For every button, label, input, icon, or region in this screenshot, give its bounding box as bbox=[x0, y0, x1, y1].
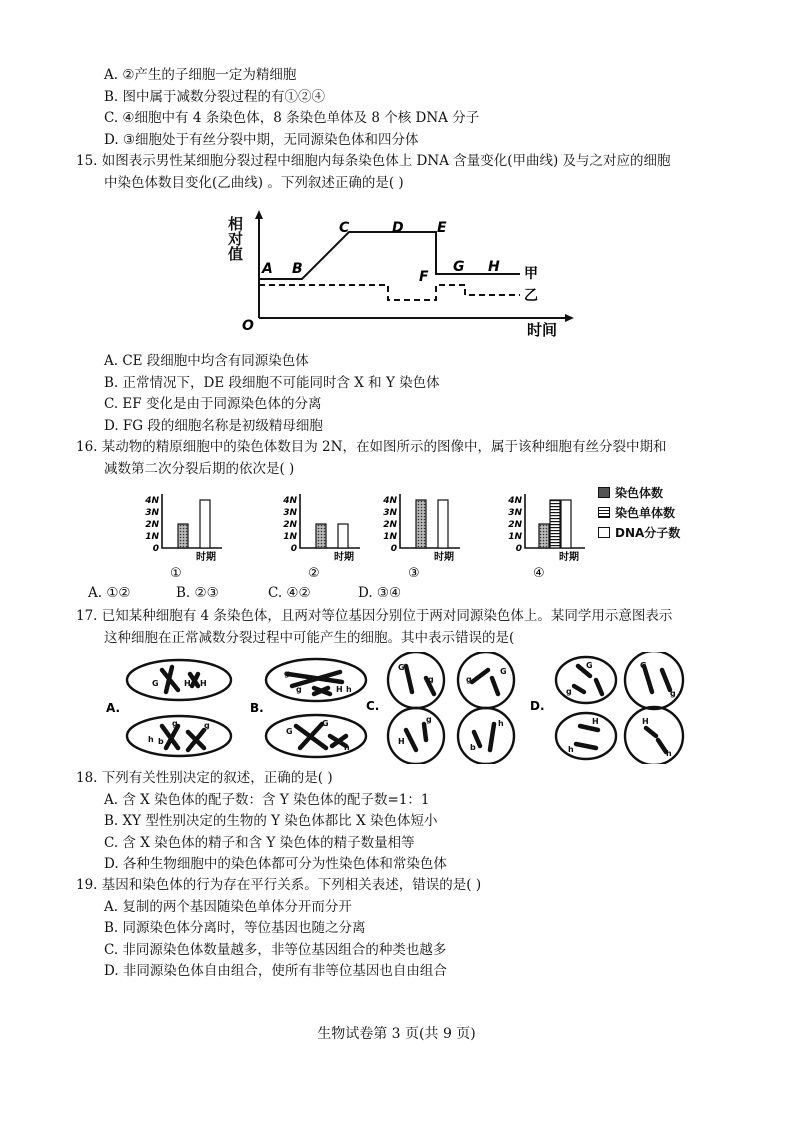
q16-xlabel: 时期 bbox=[334, 552, 354, 563]
q16-chart-2 bbox=[272, 488, 382, 583]
q16-ytick: 2N bbox=[383, 520, 397, 530]
svg-text:g: g bbox=[204, 721, 210, 730]
q15-point-d: D bbox=[392, 220, 404, 236]
q14-option-b: B. 图中属于减数分裂过程的有①②④ bbox=[104, 89, 326, 105]
svg-text:g: g bbox=[466, 675, 472, 684]
legend-chromosome: 染色体数 bbox=[598, 483, 680, 503]
q17-a-cell-top bbox=[127, 660, 231, 700]
svg-text:g: g bbox=[172, 719, 178, 728]
svg-text:H: H bbox=[592, 717, 599, 726]
q16-ytick: 1N bbox=[383, 532, 397, 542]
svg-text:H: H bbox=[398, 737, 405, 746]
q16-axes bbox=[400, 494, 460, 548]
svg-text:g: g bbox=[670, 689, 676, 698]
svg-text:g: g bbox=[426, 715, 432, 724]
q16-axes bbox=[162, 494, 222, 548]
q16-ytick: 1N bbox=[283, 532, 297, 542]
q16-bar bbox=[338, 524, 348, 548]
q16-bar bbox=[539, 524, 549, 548]
q15-option-d: D. FG 段的细胞名称是初级精母细胞 bbox=[104, 418, 323, 434]
q16-panel-label: ③ bbox=[408, 566, 420, 581]
q16-xlabel: 时期 bbox=[434, 552, 454, 563]
q15-point-a: A bbox=[262, 261, 273, 277]
svg-text:b: b bbox=[470, 743, 476, 752]
legend-dna: DNA分子数 bbox=[598, 523, 680, 543]
q19-option-b: B. 同源染色体分离时，等位基因也随之分离 bbox=[104, 920, 366, 936]
svg-text:G: G bbox=[586, 661, 593, 670]
q17-label-b: B. bbox=[250, 701, 264, 715]
q16-bar bbox=[438, 500, 448, 548]
q15-dna-chromosome-graph bbox=[222, 208, 582, 343]
q16-ytick: 3N bbox=[383, 508, 397, 518]
q16-bar bbox=[416, 500, 426, 548]
q16-bar bbox=[178, 524, 188, 548]
q16-ytick: 0 bbox=[390, 544, 397, 554]
legend-chromatid: 染色单体数 bbox=[598, 503, 680, 523]
q16-panel-label: ① bbox=[170, 566, 182, 581]
q17-c-cell-3 bbox=[388, 708, 444, 764]
q17-b-cell-bottom bbox=[266, 715, 366, 757]
q19-option-c: C. 非同源染色体数量越多，非等位基因组合的种类也越多 bbox=[104, 942, 447, 958]
q15-curve-yi bbox=[259, 285, 520, 300]
q15-option-c: C. EF 变化是由于同源染色体的分离 bbox=[104, 396, 322, 412]
svg-text:G: G bbox=[286, 727, 293, 736]
q16-ytick: 3N bbox=[283, 508, 297, 518]
q16-stem-line1: 16. 某动物的精原细胞中的染色体数目为 2N，在如图所示的图像中，属于该种细胞有丝分裂中期和 bbox=[76, 439, 667, 455]
q17-d-cell-3 bbox=[556, 713, 616, 759]
q16-option-b: B. ②③ bbox=[176, 585, 219, 601]
q14-option-c: C. ④细胞中有 4 条染色体，8 条染色单体及 8 个核 DNA 分子 bbox=[104, 110, 480, 126]
q14-option-d: D. ③细胞处于有丝分裂中期，无同源染色体和四分体 bbox=[104, 132, 419, 148]
svg-text:H: H bbox=[184, 679, 191, 688]
q15-point-g: G bbox=[453, 259, 465, 275]
svg-text:g: g bbox=[428, 675, 434, 684]
q15-origin: O bbox=[242, 318, 254, 334]
page-footer: 生物试卷第 3 页(共 9 页) bbox=[317, 1026, 476, 1042]
q15-point-c: C bbox=[339, 220, 350, 236]
q16-ytick: 3N bbox=[145, 508, 159, 518]
q17-stem-line1: 17. 已知某种细胞有 4 条染色体，且两对等位基因分别位于两对同源染色体上。某同学用示意图表示 bbox=[76, 608, 673, 624]
q16-bar bbox=[200, 500, 210, 548]
q16-ytick: 0 bbox=[515, 544, 522, 554]
q19-stem: 19. 基因和染色体的行为存在平行关系。下列相关表述，错误的是( ) bbox=[76, 877, 482, 893]
q17-label-a: A. bbox=[106, 701, 121, 715]
q18-stem: 18. 下列有关性别决定的叙述，正确的是( ) bbox=[76, 770, 333, 786]
q16-option-d: D. ③④ bbox=[358, 585, 402, 601]
q15-option-a: A. CE 段细胞中均含有同源染色体 bbox=[104, 353, 309, 369]
q15-ylabel-vertical: 相对值 bbox=[226, 216, 244, 261]
svg-text:h: h bbox=[568, 745, 574, 754]
svg-text:G: G bbox=[640, 661, 647, 670]
q17-stem-line2: 这种细胞在正常减数分裂过程中可能产生的细胞。其中表示错误的是( bbox=[104, 630, 515, 646]
svg-text:H: H bbox=[200, 679, 207, 688]
q16-ytick: 1N bbox=[508, 532, 522, 542]
q16-ytick: 3N bbox=[508, 508, 522, 518]
q16-axes bbox=[300, 494, 360, 548]
q16-ytick: 1N bbox=[145, 532, 159, 542]
svg-text:g: g bbox=[296, 685, 302, 694]
q15-point-f: F bbox=[419, 269, 429, 285]
svg-text:H: H bbox=[642, 717, 649, 726]
svg-text:g: g bbox=[566, 687, 572, 696]
svg-text:h: h bbox=[666, 749, 672, 758]
q16-option-c: C. ④② bbox=[268, 585, 311, 601]
svg-text:b: b bbox=[158, 737, 164, 746]
q16-ytick: 2N bbox=[145, 520, 159, 530]
q16-ytick: 4N bbox=[383, 496, 397, 506]
q16-ytick: 4N bbox=[508, 496, 522, 506]
q15-point-b: B bbox=[292, 261, 303, 277]
q16-legend bbox=[598, 483, 680, 543]
q15-legend-jia: 甲 bbox=[524, 266, 538, 282]
q16-chart-1 bbox=[134, 488, 244, 583]
svg-text:G: G bbox=[500, 667, 507, 676]
q15-legend-yi: 乙 bbox=[524, 288, 538, 304]
q18-option-d: D. 各种生物细胞中的染色体都可分为性染色体和常染色体 bbox=[104, 856, 447, 872]
q17-c-cell-1 bbox=[388, 652, 444, 708]
q15-point-h: H bbox=[488, 259, 500, 275]
svg-text:h: h bbox=[344, 743, 350, 752]
q15-option-b: B. 正常情况下，DE 段细胞不可能同时含 X 和 Y 染色体 bbox=[104, 375, 440, 391]
svg-text:H: H bbox=[336, 685, 343, 694]
q17-d-cell-2 bbox=[625, 652, 683, 709]
q17-c-cell-4 bbox=[458, 708, 514, 764]
q16-stem-line2: 减数第二次分裂后期的依次是( ) bbox=[104, 461, 295, 477]
q16-ytick: 4N bbox=[283, 496, 297, 506]
q16-xlabel: 时期 bbox=[559, 552, 579, 563]
q16-chart-3 bbox=[372, 488, 482, 583]
q18-option-c: C. 含 X 染色体的精子和含 Y 染色体的精子数量相等 bbox=[104, 835, 415, 851]
q16-bar bbox=[550, 500, 560, 548]
svg-text:h: h bbox=[498, 719, 504, 728]
svg-text:h: h bbox=[148, 735, 154, 744]
q14-option-a: A. ②产生的子细胞一定为精细胞 bbox=[104, 67, 297, 83]
svg-text:G: G bbox=[152, 679, 159, 688]
q17-cell-diagrams bbox=[100, 652, 700, 764]
svg-text:G: G bbox=[322, 719, 329, 728]
q16-xlabel: 时期 bbox=[196, 552, 216, 563]
svg-text:h: h bbox=[192, 679, 198, 688]
q17-label-c: C. bbox=[366, 699, 380, 713]
q19-option-a: A. 复制的两个基因随染色单体分开而分开 bbox=[104, 899, 352, 915]
q15-stem-line1: 15. 如图表示男性某细胞分裂过程中细胞内每条染色体上 DNA 含量变化(甲曲线) 及与之对应的细胞 bbox=[76, 153, 671, 169]
q15-stem-line2: 中染色体数目变化(乙曲线) 。下列叙述正确的是( ) bbox=[104, 175, 404, 191]
q16-ytick: 2N bbox=[283, 520, 297, 530]
q18-option-a: A. 含 X 染色体的配子数：含 Y 染色体的配子数=1：1 bbox=[104, 792, 430, 808]
q15-point-e: E bbox=[437, 220, 447, 236]
q16-ytick: 0 bbox=[290, 544, 297, 554]
q18-option-b: B. XY 型性别决定的生物的 Y 染色体都比 X 染色体短小 bbox=[104, 813, 438, 829]
q16-panel-label: ② bbox=[308, 566, 320, 581]
q16-ytick: 0 bbox=[152, 544, 159, 554]
q16-option-a: A. ①② bbox=[88, 585, 131, 601]
q15-xlabel: 时间 bbox=[527, 321, 558, 339]
svg-text:h: h bbox=[346, 685, 352, 694]
svg-text:G: G bbox=[398, 663, 405, 672]
q19-option-d: D. 非同源染色体自由组合，使所有非等位基因也自由组合 bbox=[104, 963, 447, 979]
q16-ytick: 2N bbox=[508, 520, 522, 530]
q16-bar bbox=[316, 524, 326, 548]
svg-text:g: g bbox=[284, 669, 290, 678]
q16-bar bbox=[561, 500, 571, 548]
q16-ytick: 4N bbox=[145, 496, 159, 506]
q17-label-d: D. bbox=[530, 699, 545, 713]
q16-chart-4 bbox=[497, 488, 607, 583]
q16-panel-label: ④ bbox=[533, 566, 545, 581]
